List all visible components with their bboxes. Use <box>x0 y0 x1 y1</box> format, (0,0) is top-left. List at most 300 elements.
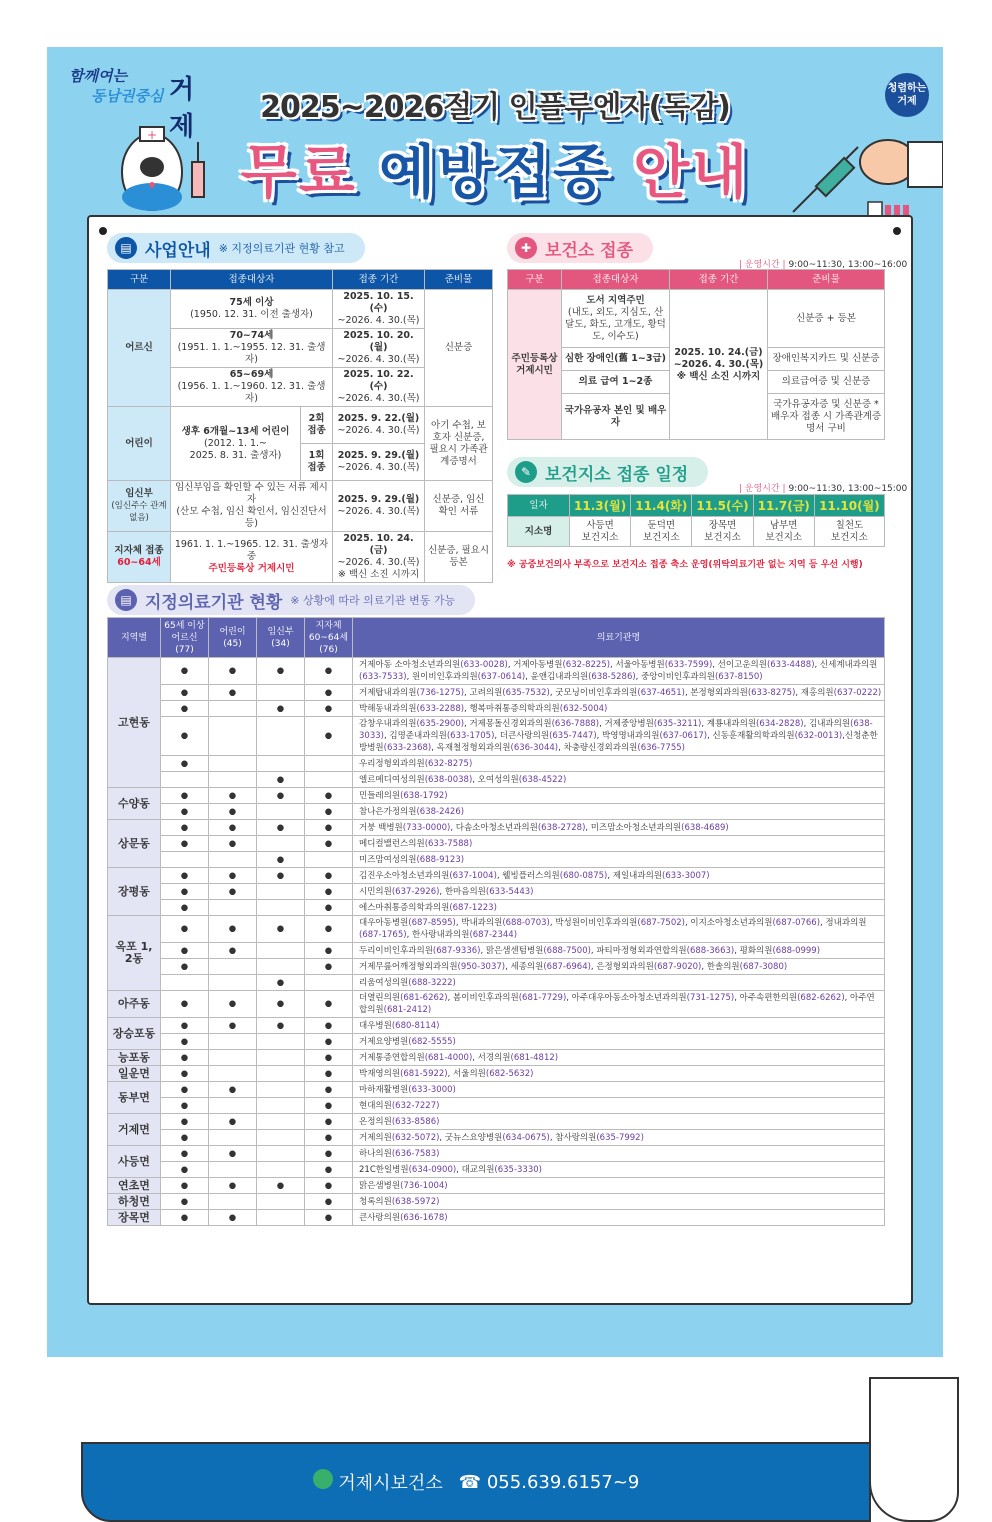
phone-number: (635-2900) <box>416 719 465 729</box>
phone-number: (634-0675) <box>502 1132 550 1143</box>
phone-number: (634-0900) <box>408 1164 457 1175</box>
clinic-row <box>108 1018 885 1034</box>
availability-dot: ● <box>257 1178 305 1194</box>
clinic-name-text: 대우아동병원 <box>359 918 409 928</box>
availability-dot: ● <box>161 1130 209 1146</box>
clinic-name-text: 메디컬밸런스의원 <box>359 838 425 849</box>
syringe-hand-icon <box>773 117 943 227</box>
phone-number: (636-7755) <box>637 743 685 753</box>
phone-number: (635-7532) <box>502 687 550 698</box>
clinic-name-text: , 윤앤김내과의원 <box>525 672 589 682</box>
phone-number: (633-0028) <box>460 660 508 670</box>
phone-number: (950-3037) <box>457 961 506 972</box>
region-cell: 고현동 <box>108 658 161 788</box>
phone-number: (687-8595) <box>408 918 456 928</box>
availability-dot: ● <box>161 1018 209 1034</box>
clinic-names <box>353 1194 885 1210</box>
slogan-line2: 동남권중심 <box>91 87 164 105</box>
target-title: 도서 지역주민 <box>586 294 645 306</box>
region-cell: 상문동 <box>108 820 161 868</box>
period-start: 2025. 10. 15.(수) <box>343 291 414 314</box>
period-start: 2025. 10. 22.(수) <box>343 369 414 392</box>
table-row <box>108 532 493 583</box>
phone-number: (680-8114) <box>391 1020 440 1031</box>
clipboard-icon: ▤ <box>115 589 137 611</box>
phone-number: (637-2926) <box>391 886 440 897</box>
phone-number: (688-3663) <box>686 945 735 956</box>
availability-empty <box>257 1082 305 1098</box>
availability-dot: ● <box>257 1018 305 1034</box>
schedule-place <box>631 517 692 547</box>
clinic-name-text: 거제요양병원 <box>359 1036 409 1047</box>
availability-dot: ● <box>161 1098 209 1114</box>
title-vaccination: 예방접종 <box>378 138 612 206</box>
branch-schedule-table <box>507 494 885 547</box>
clinic-names <box>353 1082 885 1098</box>
availability-empty <box>257 1194 305 1210</box>
availability-empty <box>305 852 353 868</box>
clinic-names <box>353 717 885 756</box>
clinic-names <box>353 788 885 804</box>
phone-number: (633-3007) <box>662 870 710 881</box>
availability-empty <box>209 772 257 788</box>
clinic-row <box>108 701 885 717</box>
phone-number: (638-2426) <box>416 806 465 817</box>
period-cell <box>333 532 425 583</box>
branch-note: ※ 공중보건의사 부족으로 보건지소 접종 축소 운영(위탁의료기관 없는 지역 등 우선 시행) <box>507 560 863 570</box>
phone-number: (638-0038) <box>424 774 473 785</box>
region-cell: 동부면 <box>108 1082 161 1114</box>
target-line: (산모 수첩, 임신 확인서, 임신진단서 등) <box>176 506 327 529</box>
availability-dot: ● <box>161 804 209 820</box>
place-name: 사등면 <box>586 519 614 531</box>
clinic-row <box>108 959 885 975</box>
phone-number: (681-4812) <box>510 1052 559 1063</box>
availability-dot: ● <box>305 1018 353 1034</box>
phone-number: (638-4689) <box>681 822 729 833</box>
clinic-row <box>108 900 885 916</box>
availability-dot: ● <box>257 788 305 804</box>
clinic-row <box>108 1066 885 1082</box>
schedule-date: 11.4(화) <box>631 495 692 517</box>
availability-dot: ● <box>257 916 305 943</box>
phone-number: (687-7502) <box>637 918 685 928</box>
availability-empty <box>305 975 353 991</box>
period-start: 2025. 9. 22.(월) <box>337 413 420 424</box>
clinic-names <box>353 685 885 701</box>
clinic-name-text: , 웰빙플러스의원 <box>496 870 560 881</box>
category-local <box>108 532 171 583</box>
prep-cell: 의료급여증 및 신분증 <box>768 371 885 394</box>
availability-empty <box>257 804 305 820</box>
clinic-name-text: , 서경의원 <box>472 1052 511 1063</box>
place-type: 보건지소 <box>642 531 680 543</box>
section-title: 보건소 접종 <box>545 240 634 261</box>
clinic-names <box>353 772 885 788</box>
phone-number: (681-2412) <box>383 1005 432 1015</box>
table-row <box>108 290 493 329</box>
category-residents: 주민등록상 거제시민 <box>508 290 562 440</box>
availability-dot: ● <box>161 717 209 756</box>
phone-number: (632-8225) <box>562 660 611 670</box>
clinic-names <box>353 1018 885 1034</box>
availability-dot: ● <box>305 1178 353 1194</box>
prep-cell: 신분증 <box>425 290 493 407</box>
availability-empty <box>209 959 257 975</box>
target-cell <box>171 368 333 407</box>
clinic-name-text: , 서울아동병원 <box>610 660 665 670</box>
phone-number: (681-4000) <box>424 1052 473 1063</box>
th-place: 지소명 <box>508 517 570 547</box>
section-designated-clinics-header <box>107 585 475 615</box>
clinic-names <box>353 884 885 900</box>
clinic-name-text: , 굿모닝이비인후과의원 <box>549 687 638 698</box>
availability-empty <box>257 836 305 852</box>
availability-dot: ● <box>305 959 353 975</box>
footer-contact[interactable] <box>459 1472 640 1493</box>
clinic-row <box>108 1050 885 1066</box>
availability-dot: ● <box>305 1082 353 1098</box>
availability-empty <box>257 1162 305 1178</box>
period-note: ※ 백신 소진 시까지 <box>337 569 420 580</box>
target-title: 국가유공자 본인 및 배우자 <box>562 394 670 440</box>
place-name: 칠천도 <box>835 519 864 531</box>
period-cell <box>333 329 425 368</box>
period-cell <box>670 290 768 440</box>
region-cell: 옥포 1, 2동 <box>108 916 161 991</box>
phone-number: (633-7599) <box>664 660 713 670</box>
phone-number: (638-1792) <box>400 790 448 801</box>
clinic-name-text: 시민의원 <box>359 886 392 897</box>
availability-dot: ● <box>161 884 209 900</box>
clinic-name-text: , 본정형외과의원 <box>684 687 748 698</box>
slogan-city: 거제 <box>169 75 195 142</box>
phone-number: (635-3211) <box>653 719 702 729</box>
clinic-row <box>108 772 885 788</box>
title-free: 무료 <box>240 138 357 206</box>
availability-dot: ● <box>161 916 209 943</box>
table-row <box>108 407 493 444</box>
clinic-name-text: 거붕 백병원 <box>359 822 403 833</box>
availability-dot: ● <box>209 991 257 1018</box>
clinic-names <box>353 1050 885 1066</box>
clinic-names <box>353 852 885 868</box>
clinic-row <box>108 975 885 991</box>
clinic-names <box>353 804 885 820</box>
schedule-place <box>814 517 884 547</box>
availability-dot: ● <box>209 836 257 852</box>
availability-empty <box>257 884 305 900</box>
phone-number: (634-2828) <box>756 719 804 729</box>
category-sub: (임신주수 관계없음) <box>111 501 167 523</box>
clinic-names <box>353 701 885 717</box>
phone-number: (636-7888) <box>551 719 600 729</box>
clinic-name-text: 거제무릎어깨정형외과의원 <box>359 961 458 972</box>
phone-number: (731-1275) <box>686 993 735 1003</box>
clinic-name-text: 큰사랑의원 <box>359 1212 401 1223</box>
category-label: 지자체 접종 <box>114 545 164 556</box>
health-center-table <box>507 269 885 440</box>
availability-dot: ● <box>209 788 257 804</box>
dose-cell: 2회 접종 <box>301 407 333 444</box>
target-sub: (1956. 1. 1.~1960. 12. 31. 출생자) <box>177 381 326 404</box>
clinic-name-text: 21C한일병원 <box>359 1164 409 1175</box>
availability-dot: ● <box>305 701 353 717</box>
clinic-row <box>108 685 885 701</box>
availability-dot: ● <box>305 1066 353 1082</box>
region-cell: 장목면 <box>108 1210 161 1226</box>
availability-dot: ● <box>209 868 257 884</box>
th-period: 접종 기간 <box>333 270 425 290</box>
clinic-names <box>353 1098 885 1114</box>
availability-dot: ● <box>209 1114 257 1130</box>
target-sub: 2025. 8. 31. 출생자) <box>189 449 282 461</box>
clinic-row <box>108 868 885 884</box>
target-cell <box>562 290 670 348</box>
region-cell: 연초면 <box>108 1178 161 1194</box>
clinic-name-text: , 박영명내과의원 <box>596 731 660 741</box>
business-info-table <box>107 269 493 583</box>
clinic-name-text: 거제의원 <box>359 1132 392 1143</box>
phone-number: (633-5443) <box>485 886 534 897</box>
phone-number: (688-0999) <box>772 945 821 956</box>
phone-number: (687-6964) <box>543 961 591 972</box>
availability-empty <box>209 1034 257 1050</box>
clinic-row <box>108 852 885 868</box>
period-cell <box>333 481 425 532</box>
clinic-row <box>108 884 885 900</box>
clinic-row <box>108 1146 885 1162</box>
clinic-name-text: , 아주연합의원 <box>359 993 875 1015</box>
availability-dot: ● <box>305 943 353 959</box>
clinic-names <box>353 836 885 852</box>
region-cell: 거제면 <box>108 1114 161 1146</box>
clinic-name-text: , 신동훈재활의학과의원 <box>707 731 795 741</box>
period-end: ~2026. 4. 30.(목) <box>337 557 420 568</box>
place-type: 보건지소 <box>704 531 741 543</box>
section-title: 지정의료기관 현황 <box>145 592 283 613</box>
phone-number: (688-9123) <box>416 854 465 865</box>
prep-cell: 국가유공자증 및 신분증 * 배우자 접종 시 가족관계증명서 구비 <box>768 394 885 440</box>
target-line: 1961. 1. 1.~1965. 12. 31. 출생자 중 <box>174 539 329 562</box>
availability-dot: ● <box>209 685 257 701</box>
availability-empty <box>257 1050 305 1066</box>
availability-empty <box>257 1210 305 1226</box>
target-title: 생후 6개월~13세 어린이 <box>181 425 290 437</box>
phone-number: (636-7583) <box>391 1148 440 1159</box>
target-cell <box>171 329 333 368</box>
period-start: 2025. 10. 24.(금) <box>343 533 414 556</box>
clinic-name-text: 대우병원 <box>359 1020 392 1031</box>
availability-dot: ● <box>209 1082 257 1098</box>
clinic-names <box>353 1114 885 1130</box>
availability-dot: ● <box>305 916 353 943</box>
availability-dot: ● <box>161 788 209 804</box>
period-start: 2025. 10. 24.(금) <box>674 346 763 358</box>
availability-dot: ● <box>257 658 305 685</box>
health-center-logo-icon: ✚ <box>515 237 537 259</box>
section-note: ※ 지정의료기관 현황 참고 <box>218 242 345 255</box>
target-cell <box>171 481 333 532</box>
clinic-name-text: , 맑은샘센텀병원 <box>480 945 544 956</box>
clinic-names <box>353 1146 885 1162</box>
availability-dot: ● <box>161 685 209 701</box>
availability-dot: ● <box>161 1114 209 1130</box>
clinic-name-text: , 정내과의원 <box>820 918 867 928</box>
period-start: 2025. 9. 29.(월) <box>337 494 420 505</box>
availability-empty <box>161 975 209 991</box>
clinic-row <box>108 1130 885 1146</box>
clinic-name-text: , 옥재철정형외과의원 <box>431 743 511 753</box>
prep-cell: 신분증, 임신 확인 서류 <box>425 481 493 532</box>
period-end: ~2026. 4. 30.(목) <box>337 315 420 326</box>
section-title: 사업안내 <box>145 240 211 261</box>
integrity-logo-line1: 청렴하는 <box>887 83 927 94</box>
availability-empty <box>161 852 209 868</box>
clinic-row <box>108 658 885 685</box>
clinic-names <box>353 1034 885 1050</box>
title-guide: 안내 <box>633 138 750 206</box>
availability-dot: ● <box>305 804 353 820</box>
availability-dot: ● <box>161 756 209 772</box>
clinic-names <box>353 1066 885 1082</box>
clinic-row <box>108 717 885 756</box>
phone-number: (682-5555) <box>408 1036 456 1047</box>
clinic-name-text: 미즈맘여성의원 <box>359 854 417 865</box>
slogan-line1: 함께여는 <box>69 67 127 85</box>
phone-number: (638-4522) <box>518 774 567 785</box>
clinic-name-text: , 박성원이비인후과의원 <box>549 918 638 928</box>
clinic-name-text: 더열린의원 <box>359 993 401 1003</box>
availability-empty <box>209 1050 257 1066</box>
availability-dot: ● <box>161 1082 209 1098</box>
availability-dot: ● <box>161 658 209 685</box>
target-cell <box>171 290 333 329</box>
th-prep: 준비물 <box>768 270 885 290</box>
period-end: ~2026. 4. 30.(목) <box>337 354 420 365</box>
place-type: 보건지소 <box>831 531 868 543</box>
phone-number: (687-0766) <box>772 918 821 928</box>
clinic-row <box>108 836 885 852</box>
phone-number: (632-5004) <box>559 703 608 714</box>
clinic-names <box>353 820 885 836</box>
availability-dot: ● <box>305 1162 353 1178</box>
region-cell: 하청면 <box>108 1194 161 1210</box>
availability-dot: ● <box>161 1066 209 1082</box>
availability-empty <box>257 685 305 701</box>
optime-value: 9:00~11:30, 13:00~16:00 <box>788 260 908 270</box>
designated-clinics-table <box>107 617 885 1226</box>
phone-number: (682-5632) <box>485 1068 534 1079</box>
availability-empty <box>209 1194 257 1210</box>
availability-empty <box>257 1146 305 1162</box>
availability-dot: ● <box>305 685 353 701</box>
board-curl <box>869 1377 959 1522</box>
availability-empty <box>209 900 257 916</box>
clinic-name-text: , 봄이비인후과의원 <box>447 993 519 1003</box>
clinic-name-text: , 굿뉴스요양병원 <box>439 1132 503 1143</box>
phone-number: (633-7533) <box>359 672 407 682</box>
clinic-name-text: 우리정형외과의원 <box>359 758 425 769</box>
availability-dot: ● <box>161 991 209 1018</box>
region-cell: 수양동 <box>108 788 161 820</box>
period-end: ~2026. 4. 30.(목) <box>337 425 420 436</box>
availability-dot: ● <box>161 959 209 975</box>
phone-number: (632-8275) <box>424 758 473 769</box>
th-local: 지자체 60~64세 (76) <box>305 618 353 658</box>
availability-empty <box>257 1098 305 1114</box>
clinic-name-text: 마하재활병원 <box>359 1084 409 1095</box>
clinic-name-text: , 신세계내과의원 <box>814 660 878 670</box>
region-cell: 아주동 <box>108 991 161 1018</box>
availability-dot: ● <box>257 852 305 868</box>
availability-empty <box>305 772 353 788</box>
availability-dot: ● <box>161 1162 209 1178</box>
period-cell <box>333 290 425 329</box>
target-sub: (1950. 12. 31. 이전 출생자) <box>190 309 313 320</box>
availability-dot: ● <box>305 1050 353 1066</box>
availability-dot: ● <box>305 658 353 685</box>
phone-number: (633-4488) <box>766 660 815 670</box>
availability-dot: ● <box>305 1210 353 1226</box>
clinic-names <box>353 900 885 916</box>
category-elderly: 어르신 <box>108 290 171 407</box>
clinic-name-text: 맑은샘병원 <box>359 1180 401 1191</box>
clinic-names <box>353 991 885 1018</box>
period-end: ~2026. 4. 30.(목) <box>337 506 420 517</box>
availability-dot: ● <box>257 701 305 717</box>
schedule-place <box>753 517 814 547</box>
availability-empty <box>257 1130 305 1146</box>
availability-dot: ● <box>161 1210 209 1226</box>
region-cell: 능포동 <box>108 1050 161 1066</box>
clinic-names <box>353 868 885 884</box>
category-child: 어린이 <box>108 407 171 481</box>
place-name: 남부면 <box>769 519 798 531</box>
target-cell <box>171 407 301 481</box>
section-health-center-header <box>507 233 653 263</box>
schedule-date: 11.7(금) <box>753 495 814 517</box>
clinic-name-text: , 평화의원 <box>734 945 773 956</box>
availability-empty <box>209 975 257 991</box>
availability-dot: ● <box>305 788 353 804</box>
phone-number: (638-3033) <box>359 719 873 741</box>
availability-dot: ● <box>305 717 353 756</box>
period-start: 2025. 9. 29.(월) <box>337 450 420 461</box>
footer-phone[interactable]: 055.639.6157~9 <box>486 1471 640 1493</box>
clinic-name-text: , 참사랑의원 <box>549 1132 597 1143</box>
clinic-row <box>108 756 885 772</box>
th-clinic-names: 의료기관명 <box>353 618 885 658</box>
schedule-date: 11.5(수) <box>692 495 753 517</box>
target-title: 65~69세 <box>229 369 274 380</box>
phone-number: (687-2344) <box>469 930 518 940</box>
period-note: ※ 백신 소진 시까지 <box>676 370 761 382</box>
clipboard-icon: ▤ <box>115 237 137 259</box>
clinic-name-text: , 제일내과의원 <box>607 870 663 881</box>
schedule-place <box>570 517 631 547</box>
target-line: 임신부임을 확인할 수 있는 서류 제시자 <box>175 482 328 505</box>
th-category: 구분 <box>508 270 562 290</box>
availability-empty <box>209 1098 257 1114</box>
target-highlight: 주민등록상 거제시민 <box>208 563 295 574</box>
footer-org <box>313 1469 443 1495</box>
clinic-row <box>108 1194 885 1210</box>
clinic-name-text: , 거제아동병원 <box>507 660 563 670</box>
phone-number: (638-5972) <box>391 1196 440 1207</box>
footer-banner <box>81 1442 871 1522</box>
prep-cell: 신분증 + 등본 <box>768 290 885 348</box>
